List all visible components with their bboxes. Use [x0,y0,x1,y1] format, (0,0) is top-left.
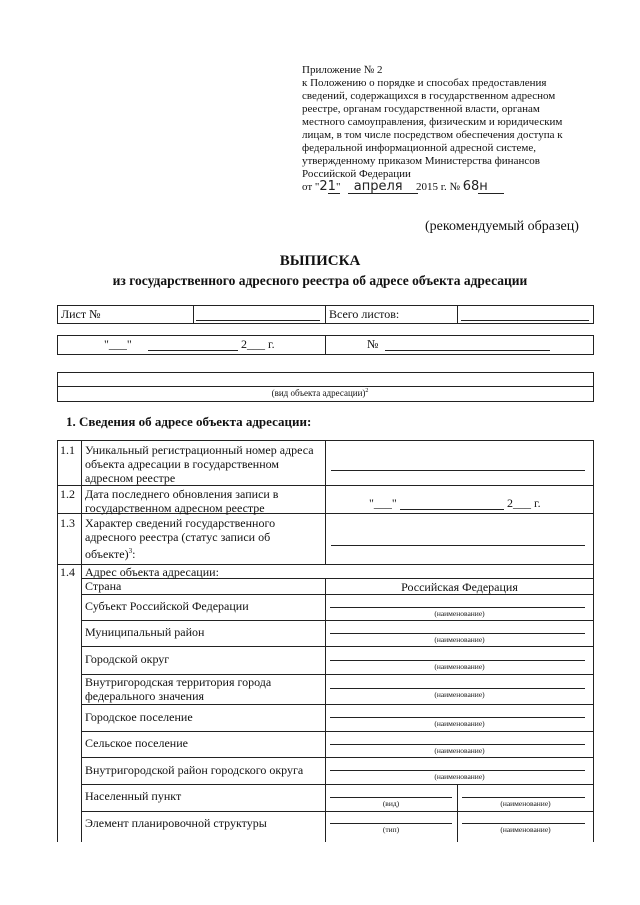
date-day: 21 [319,179,336,194]
address-caption-federal-city: (наименование) [434,690,485,699]
appendix-date [302,180,602,196]
address-label-district: Муниципальный район [85,625,205,639]
address-label-locality: Населенный пункт [85,789,182,803]
row-1-2-num: 1.2 [60,487,75,501]
address-label-urban-settlement: Городское поселение [85,710,193,724]
date-number: 68н [462,179,488,194]
address-caption-subject: (наименование) [434,609,485,618]
object-type-sup: 2 [365,388,369,394]
date-year: 2015 г. № [415,181,460,193]
appendix-line: к Положению о порядке и способах предоставления [302,77,547,89]
row-1-4-num: 1.4 [60,565,75,579]
row-1-3-sup: 3 [128,547,133,555]
row-1-3-text [85,516,321,561]
address-label-subject: Субъект Российской Федерации [85,599,249,613]
address-caption-rural-settlement: (наименование) [434,746,485,755]
row-1-3-num: 1.3 [60,516,75,530]
row-1-4-text: Адрес объекта адресации: [85,565,219,579]
row-1-2-quotes: "___" [369,496,397,510]
row-1-2-text: Дата последнего обновления записи в государственном адресном реестре [85,487,279,515]
date-row-num: № [367,337,379,351]
appendix-title: Приложение № 2 [302,64,383,76]
row-1-3-tail: : [132,547,136,561]
address-caption-locality-type: (вид) [382,799,400,808]
document-subtitle: из государственного адресного реестра об адресе объекта адресации [112,273,528,288]
row-1-2-year: 2___ г. [507,496,541,510]
address-value-country: Российская Федерация [401,580,518,594]
address-label-city-district: Внутригородской район городского округа [85,763,304,777]
date-row-year: 2___ г. [241,337,275,351]
address-label-rural-settlement: Сельское поселение [85,736,188,750]
appendix-line: местного самоуправления, физическим и юридическим [302,116,563,128]
row-1-1-num: 1.1 [60,443,75,457]
row-1-3-text-main: Характер сведений государственного адресного реестра (статус записи об объекте) [85,516,276,561]
section-1-title: 1. Сведения об адресе объекта адресации: [66,414,312,429]
address-label-city-okrug: Городской округ [85,652,170,666]
address-caption-planning-type: (тип) [382,825,400,834]
sheet-label: Лист № [61,307,101,321]
sample-note: (рекомендуемый образец) [425,219,579,234]
appendix-block [302,64,602,181]
object-type-caption-text: (вид объекта адресации) [271,388,366,398]
date-prefix: от " [302,181,320,193]
object-type-caption [0,388,640,398]
date-quote: " [335,181,341,193]
appendix-line: федеральной информационной адресной системе, [302,142,537,154]
address-label-planning-element: Элемент планировочной структуры [85,816,267,830]
appendix-line: утвержденному приказом Министерства финансов [302,155,540,167]
address-caption-locality-name: (наименование) [500,799,551,808]
date-month: апреля [353,179,403,194]
address-label-federal-city: Внутригородская территория города федерального значения [85,675,272,703]
appendix-line: реестре, органам государственной власти, органам [302,103,540,115]
document-title: ВЫПИСКА [279,253,361,269]
appendix-line: сведений, содержащихся в государственном адресном [302,90,556,102]
address-label-country: Страна [85,579,122,593]
appendix-line: Российской Федерации [302,168,411,180]
row-1-1-text: Уникальный регистрационный номер адреса объекта адресации в государственном адресном реестре [85,443,314,485]
appendix-line: лицам, в том числе посредством обеспечения доступа к [302,129,563,141]
sheet-total-label: Всего листов: [329,307,400,321]
address-caption-city-okrug: (наименование) [434,662,485,671]
address-caption-district: (наименование) [434,635,485,644]
address-caption-planning-name: (наименование) [500,825,551,834]
address-caption-city-district: (наименование) [434,772,485,781]
address-caption-urban-settlement: (наименование) [434,719,485,728]
date-row-quotes: "___" [104,337,132,351]
